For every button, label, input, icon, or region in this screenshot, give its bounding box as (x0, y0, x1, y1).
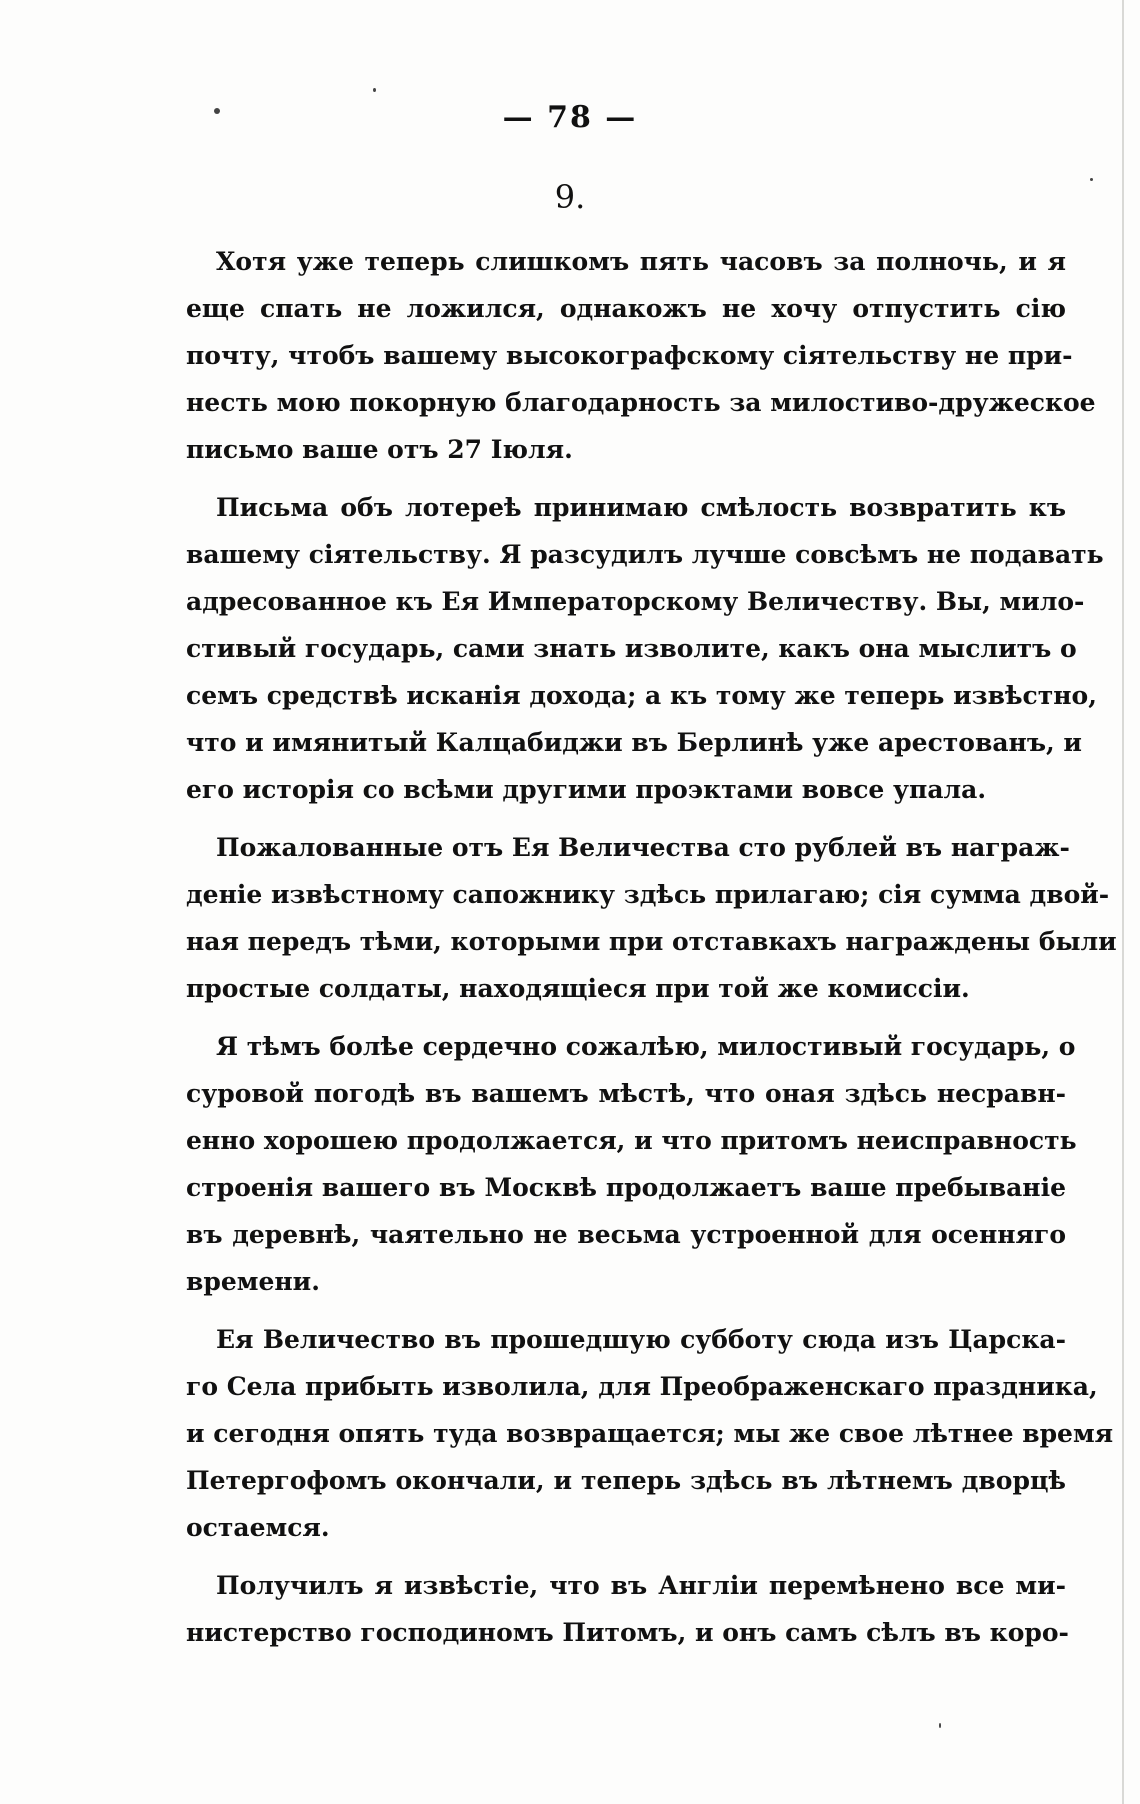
text-line: стивый государь, сами знать изволите, какъ она мыслитъ о (186, 634, 1077, 663)
text-line: въ деревнѣ, чаятельно не весьма устроенной для осенняго (186, 1220, 1066, 1249)
text-line: его исторія со всѣми другими проэктами вовсе упала. (186, 775, 987, 804)
text-line: что и имянитый Калцабиджи въ Берлинѣ уже арестованъ, и (186, 728, 1082, 757)
text-line: письмо ваше отъ 27 Іюля. (186, 435, 573, 464)
text-line: енно хорошею продолжается, и что притомъ неисправность (186, 1126, 1077, 1155)
text-line: времени. (186, 1267, 320, 1296)
text-line: еще спать не ложился, однакожъ не хочу отпустить сію (186, 294, 1066, 323)
text-line: Письма объ лотерeѣ принимаю смѣлость возвратить къ (216, 493, 1066, 522)
text-line: ная передъ тѣми, которыми при отставкахъ награждены были (186, 927, 1117, 956)
text-line: простые солдаты, находящіеся при той же комиссіи. (186, 974, 970, 1003)
text-line: Я тѣмъ болѣе сердечно сожалѣю, милостивый государь, о (216, 1032, 1076, 1061)
text-line: суровой погодѣ въ вашемъ мѣстѣ, что оная здѣсь несравн- (186, 1079, 1066, 1108)
paragraph-4 (186, 1023, 1077, 1305)
text-line: остаемся. (186, 1513, 330, 1542)
text-line: адресованное къ Ея Императорскому Величеству. Вы, мило- (186, 587, 1085, 616)
text-line: Получилъ я извѣстіе, что въ Англіи перемѣнено все ми- (216, 1571, 1066, 1600)
paragraph-3 (186, 824, 1117, 1012)
text-line: и сегодня опять туда возвращается; мы же свое лѣтнее время (186, 1419, 1114, 1448)
ink-speck (373, 88, 376, 92)
paragraph-2 (186, 484, 1104, 813)
paragraph-1 (186, 238, 1096, 473)
text-line: Хотя уже теперь слишкомъ пять часовъ за полночь, и я (216, 247, 1066, 276)
paragraph-6 (186, 1562, 1069, 1656)
text-line: семъ средствѣ исканія дохода; а къ тому же теперь извѣстно, (186, 681, 1097, 710)
page-edge-line (1122, 0, 1124, 1804)
text-line: строенія вашего въ Москвѣ продолжаетъ ваше пребываніе (186, 1173, 1066, 1202)
text-line: Ея Величество въ прошедшую субботу сюда изъ Царска- (216, 1325, 1066, 1354)
text-line: го Села прибыть изволила, для Преображенскаго праздника, (186, 1372, 1098, 1401)
text-line: деніе извѣстному сапожнику здѣсь прилагаю; сія сумма двой- (186, 880, 1110, 909)
letter-body (186, 238, 1117, 1667)
text-line: почту, чтобъ вашему высокографскому сіятельству не при- (186, 341, 1073, 370)
text-line: вашему сіятельству. Я разсудилъ лучше совсѣмъ не подавать (186, 540, 1104, 569)
page-number: — 78 — (502, 100, 638, 135)
text-line: несть мою покорную благодарность за милостиво-дружеское (186, 388, 1096, 417)
text-line: нистерство господиномъ Питомъ, и онъ самъ сѣлъ въ коро- (186, 1618, 1069, 1647)
text-line: Пожалованные отъ Ея Величества сто рублей въ награж- (216, 833, 1070, 862)
paragraph-5 (186, 1316, 1114, 1551)
letter-number: 9. (554, 178, 586, 216)
text-line: Петергофомъ окончали, и теперь здѣсь въ лѣтнемъ дворцѣ (186, 1466, 1066, 1495)
ink-speck (939, 1723, 941, 1728)
